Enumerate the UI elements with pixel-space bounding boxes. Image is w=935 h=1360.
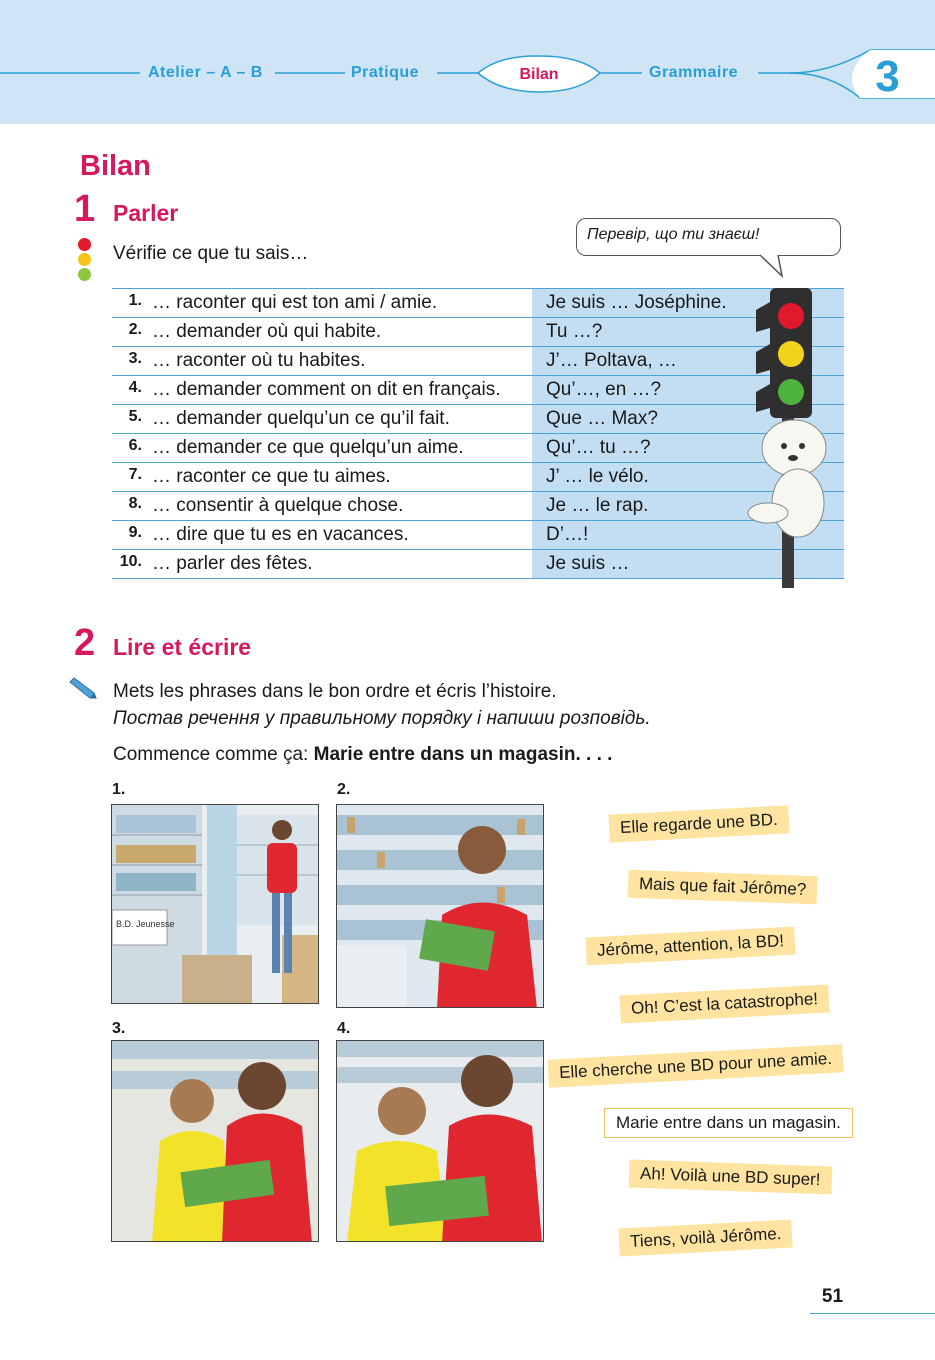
nav-item-pratique[interactable]: Pratique <box>351 64 420 81</box>
row-task: … raconter ce que tu aimes. <box>152 466 391 487</box>
row-task: … demander comment on dit en français. <box>152 379 501 400</box>
table-row <box>112 318 844 347</box>
picture-3-number: 3. <box>112 1020 126 1037</box>
row-answer: Qu’…, en …? <box>532 376 844 404</box>
chapter-header <box>0 0 935 124</box>
pencil-icon <box>66 676 100 704</box>
row-answer: J’ … le vélo. <box>532 463 844 491</box>
row-task: … demander où qui habite. <box>152 321 382 342</box>
instruction-uk: Постав речення у правильному порядку і напиши розповідь. <box>113 708 651 729</box>
section-2-instruction <box>113 678 651 732</box>
section-2-title: Lire et écrire <box>113 634 252 660</box>
row-answer: Qu’… tu …? <box>532 434 844 462</box>
row-number: 4. <box>128 379 142 396</box>
sentence-strip[interactable]: Elle regarde une BD. <box>608 805 789 842</box>
row-task: … raconter qui est ton ami / amie. <box>152 292 438 313</box>
instruction-fr: Mets les phrases dans le bon ordre et écris l’histoire. <box>113 681 557 702</box>
row-number: 9. <box>128 524 142 541</box>
table-row <box>112 550 844 579</box>
sentence-strip-example[interactable]: Marie entre dans un magasin. <box>604 1108 853 1138</box>
row-task: … raconter où tu habites. <box>152 350 366 371</box>
picture-2-number: 2. <box>337 781 351 798</box>
row-number: 10. <box>119 553 142 570</box>
row-answer: Je suis … <box>532 550 844 578</box>
table-row <box>112 289 844 318</box>
speech-bubble <box>576 218 841 256</box>
speech-bubble-tail-icon <box>760 254 790 278</box>
nav-item-grammaire[interactable]: Grammaire <box>649 64 738 81</box>
picture-3-illustration <box>111 1040 319 1242</box>
row-number: 3. <box>128 350 142 367</box>
green-dot-icon <box>78 268 91 281</box>
picture-1-illustration <box>111 804 319 1004</box>
commence-example: Marie entre dans un magasin. . . . <box>313 744 613 765</box>
row-task: … consentir à quelque chose. <box>152 495 404 516</box>
picture-1-number: 1. <box>112 781 126 798</box>
picture-4-number: 4. <box>337 1020 351 1037</box>
yellow-dot-icon <box>78 253 91 266</box>
row-answer: D’…! <box>532 521 844 549</box>
red-dot-icon <box>78 238 91 251</box>
row-number: 1. <box>128 292 142 309</box>
table-row <box>112 376 844 405</box>
section-1-title: Parler <box>113 200 179 226</box>
sentence-strip[interactable]: Jérôme, attention, la BD! <box>585 927 795 966</box>
speech-bubble-text: Перевір, що ти знаєш! <box>587 226 760 243</box>
section-1-number: 1 <box>74 188 96 230</box>
row-task: … parler des fêtes. <box>152 553 313 574</box>
shop-sign: B.D. Jeunesse <box>116 919 175 929</box>
table-row <box>112 347 844 376</box>
section-1-intro: Vérifie ce que tu sais… <box>113 243 309 264</box>
row-answer: Tu …? <box>532 318 844 346</box>
table-row <box>112 521 844 550</box>
sentence-strip[interactable]: Tiens, voilà Jérôme. <box>618 1219 793 1256</box>
skills-table <box>112 288 844 579</box>
row-task: … dire que tu es en vacances. <box>152 524 409 545</box>
sentence-strip[interactable]: Oh! C’est la catastrophe! <box>619 985 829 1024</box>
section-2-number: 2 <box>74 622 96 664</box>
page-number-rule <box>810 1313 935 1314</box>
nav-lines <box>0 0 935 124</box>
sentence-strip[interactable]: Mais que fait Jérôme? <box>628 870 818 905</box>
row-answer: Que … Max? <box>532 405 844 433</box>
row-answer: Je … le rap. <box>532 492 844 520</box>
nav-item-atelier[interactable]: Atelier – A – B <box>148 64 263 81</box>
picture-4-illustration <box>336 1040 544 1242</box>
page-number: 51 <box>821 1286 844 1307</box>
picture-2-illustration <box>336 804 544 1008</box>
row-number: 6. <box>128 437 142 454</box>
row-answer: J’… Poltava, … <box>532 347 844 375</box>
commence-prefix: Commence comme ça: <box>113 744 309 765</box>
row-answer: Je suis … Joséphine. <box>532 289 844 317</box>
row-task: … demander quelqu’un ce qu’il fait. <box>152 408 450 429</box>
table-row <box>112 434 844 463</box>
table-row <box>112 405 844 434</box>
row-number: 8. <box>128 495 142 512</box>
page-title: Bilan <box>80 150 151 182</box>
row-number: 2. <box>128 321 142 338</box>
nav-item-bilan[interactable]: Bilan <box>519 66 559 83</box>
row-task: … demander ce que quelqu’un aime. <box>152 437 464 458</box>
table-row <box>112 492 844 521</box>
table-row <box>112 463 844 492</box>
sentence-strip[interactable]: Elle cherche une BD pour une amie. <box>547 1044 843 1087</box>
chapter-number: 3 <box>875 52 900 101</box>
row-number: 5. <box>128 408 142 425</box>
commence-line <box>113 744 612 766</box>
traffic-light-icon <box>740 288 845 593</box>
sentence-strip[interactable]: Ah! Voilà une BD super! <box>629 1159 832 1194</box>
row-number: 7. <box>128 466 142 483</box>
